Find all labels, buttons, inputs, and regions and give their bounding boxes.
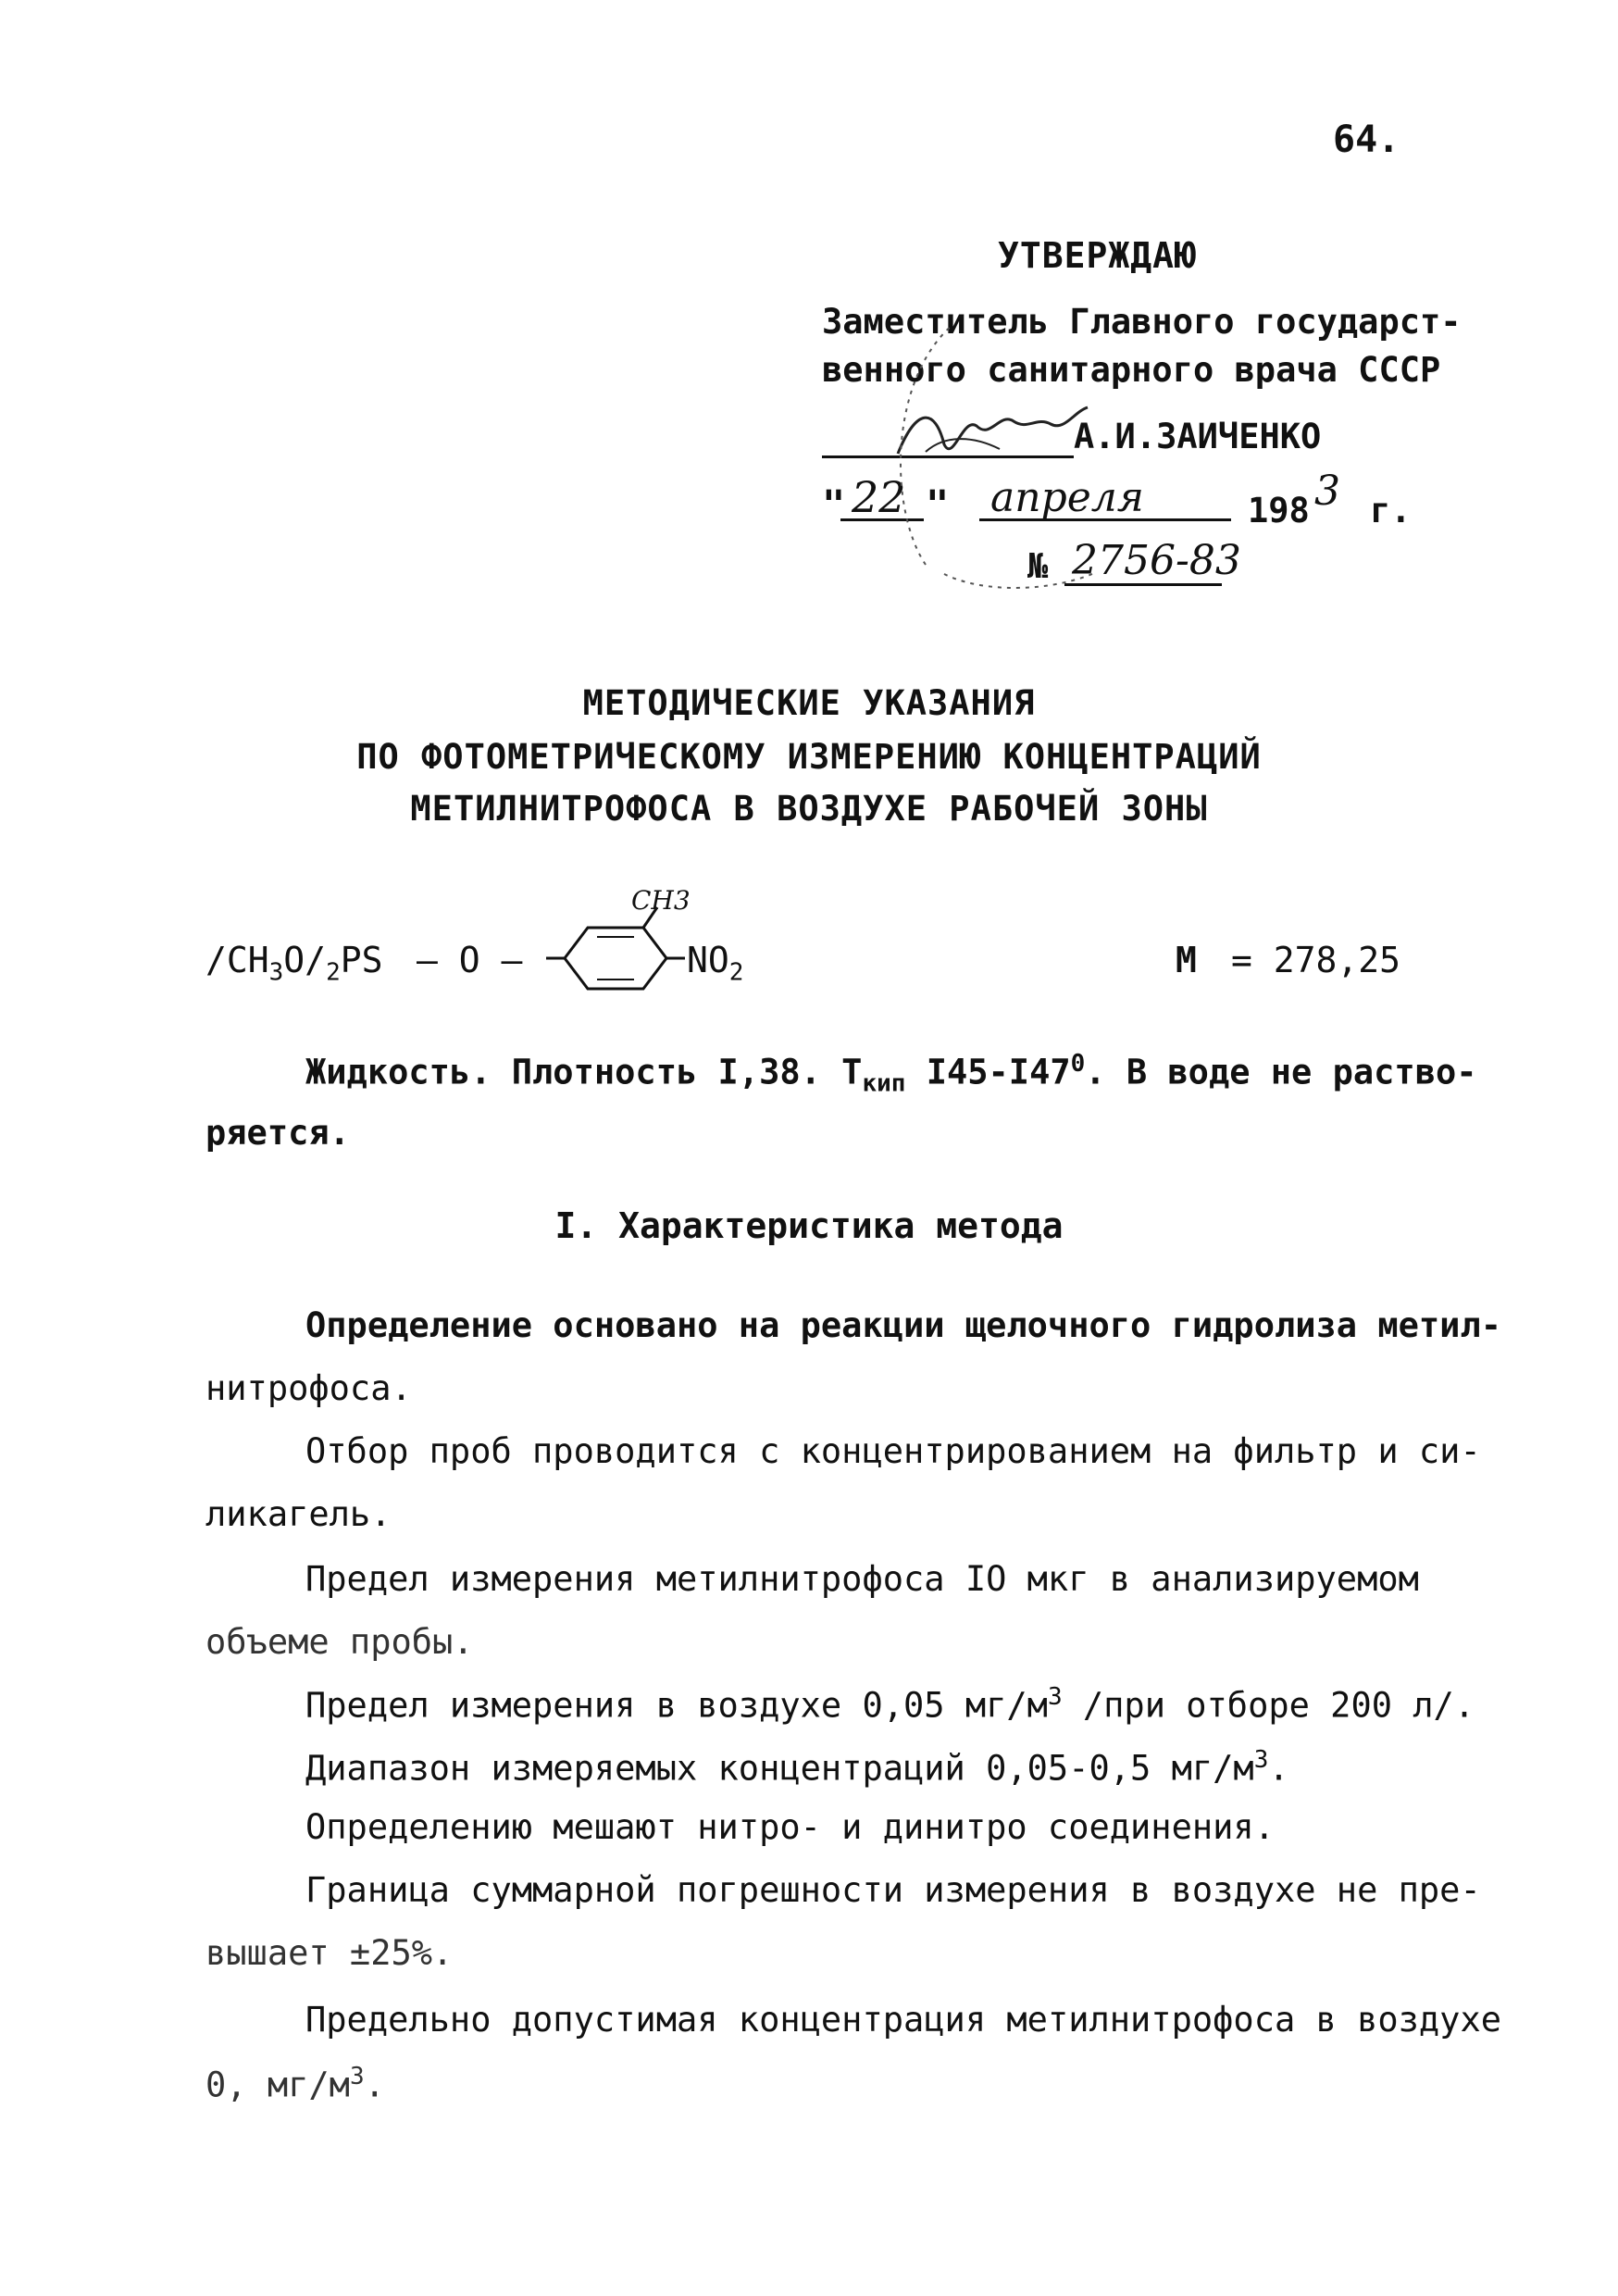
formula-o: O/ [283, 940, 327, 980]
paragraph2-line1: Отбор проб проводится с концентрированием на фильтр и си- [305, 1431, 1481, 1471]
document-title-line1: МЕТОДИЧЕСКИЕ УКАЗАНИЯ [582, 683, 1036, 723]
paragraph8-sup: 3 [349, 2063, 365, 2090]
date-quote-open: " [822, 481, 846, 527]
approval-position-line2: венного санитарного врача СССР [822, 350, 1441, 390]
paragraph8-text-b: . [364, 2065, 385, 2105]
formula-no2-sub: 2 [728, 958, 744, 987]
properties-text-c: . В воде не раство- [1085, 1052, 1477, 1092]
paragraph8-line2 [205, 2063, 385, 2104]
approval-heading: УТВЕРЖДАЮ [998, 235, 1197, 276]
paragraph3-line2: объеме пробы. [205, 1622, 474, 1662]
formula-dash-o: — O — [417, 940, 523, 980]
properties-text-b: I45-I47 [905, 1052, 1071, 1092]
date-year-prefix: 198 [1248, 491, 1310, 530]
formula-p: P [340, 940, 362, 980]
properties-line1 [305, 1050, 1477, 1098]
paragraph8-line1: Предельно допустимая концентрация метилнитрофоса в воздухе [305, 2000, 1502, 2040]
approval-position-line1: Заместитель Главного государст- [822, 302, 1462, 342]
section-heading: I. Характеристика метода [554, 1205, 1064, 1246]
stamp-image [889, 296, 1166, 593]
paragraph3-line1: Предел измерения метилнитрофоса IO мкг в анализируемом [305, 1559, 1419, 1599]
number-prefix: № [1027, 546, 1049, 586]
date-quote-close: " [926, 481, 950, 527]
formula-ch3-substituent: CH3 [631, 885, 691, 916]
registration-number: 2756-83 [1072, 537, 1241, 584]
paragraph2-line2: ликагель. [205, 1494, 392, 1534]
paragraph7-line2: вышает ±25%. [205, 1933, 454, 1973]
properties-degree: 0 [1070, 1050, 1086, 1078]
paragraph8-text-a: 0, мг/м [205, 2065, 350, 2105]
properties-text-a: Жидкость. Плотность I,38. Т [305, 1052, 863, 1092]
molar-mass-value: = 278,25 [1231, 940, 1401, 980]
formula-ch: /CH [205, 940, 269, 980]
paragraph5-sup: 3 [1253, 1746, 1269, 1774]
paragraph4-text-a: Предел измерения в воздухе 0,05 мг/м [305, 1685, 1048, 1726]
date-year-suffix: 3 [1314, 468, 1340, 515]
date-month: апреля [990, 474, 1144, 521]
formula-s: S [361, 940, 383, 980]
formula-sub2: 2 [326, 958, 341, 987]
paragraph1-line2: нитрофоса. [205, 1368, 412, 1408]
page-number: 64. [1333, 119, 1400, 161]
formula-sub3: 3 [268, 958, 284, 987]
paragraph4 [305, 1683, 1475, 1725]
paragraph7-line1: Граница суммарной погрешности измерения в воздухе не пре- [305, 1870, 1481, 1910]
paragraph4-text-b: /при отборе 200 л/. [1062, 1685, 1475, 1726]
benzene-ring-icon [546, 917, 685, 1000]
paragraph5-text-a: Диапазон измеряемых концентраций 0,05-0,5 мг/м [305, 1748, 1254, 1789]
molar-mass-label: M [1176, 940, 1197, 980]
properties-line2: ряется. [205, 1113, 350, 1153]
date-suffix: г. [1370, 491, 1412, 530]
approval-name: А.И.ЗАИЧЕНКО [1074, 417, 1322, 456]
paragraph1-line1: Определение основано на реакции щелочного гидролиза метил- [305, 1305, 1502, 1345]
paragraph5 [305, 1746, 1289, 1788]
paragraph5-text-b: . [1268, 1748, 1289, 1789]
properties-tbp-sub: кип [862, 1069, 906, 1098]
formula-no: NO [687, 940, 729, 980]
date-day: 22 [852, 472, 906, 522]
formula-left [205, 940, 383, 987]
document-title-line3: МЕТИЛНИТРОФОСА В ВОЗДУХЕ РАБОЧЕЙ ЗОНЫ [410, 789, 1208, 829]
paragraph6: Определению мешают нитро- и динитро соединения. [305, 1807, 1275, 1847]
paragraph4-sup: 3 [1047, 1683, 1063, 1711]
document-title-line2: ПО ФОТОМЕТРИЧЕСКОМУ ИЗМЕРЕНИЮ КОНЦЕНТРАЦИЙ [356, 737, 1262, 777]
formula-no2 [687, 940, 743, 987]
